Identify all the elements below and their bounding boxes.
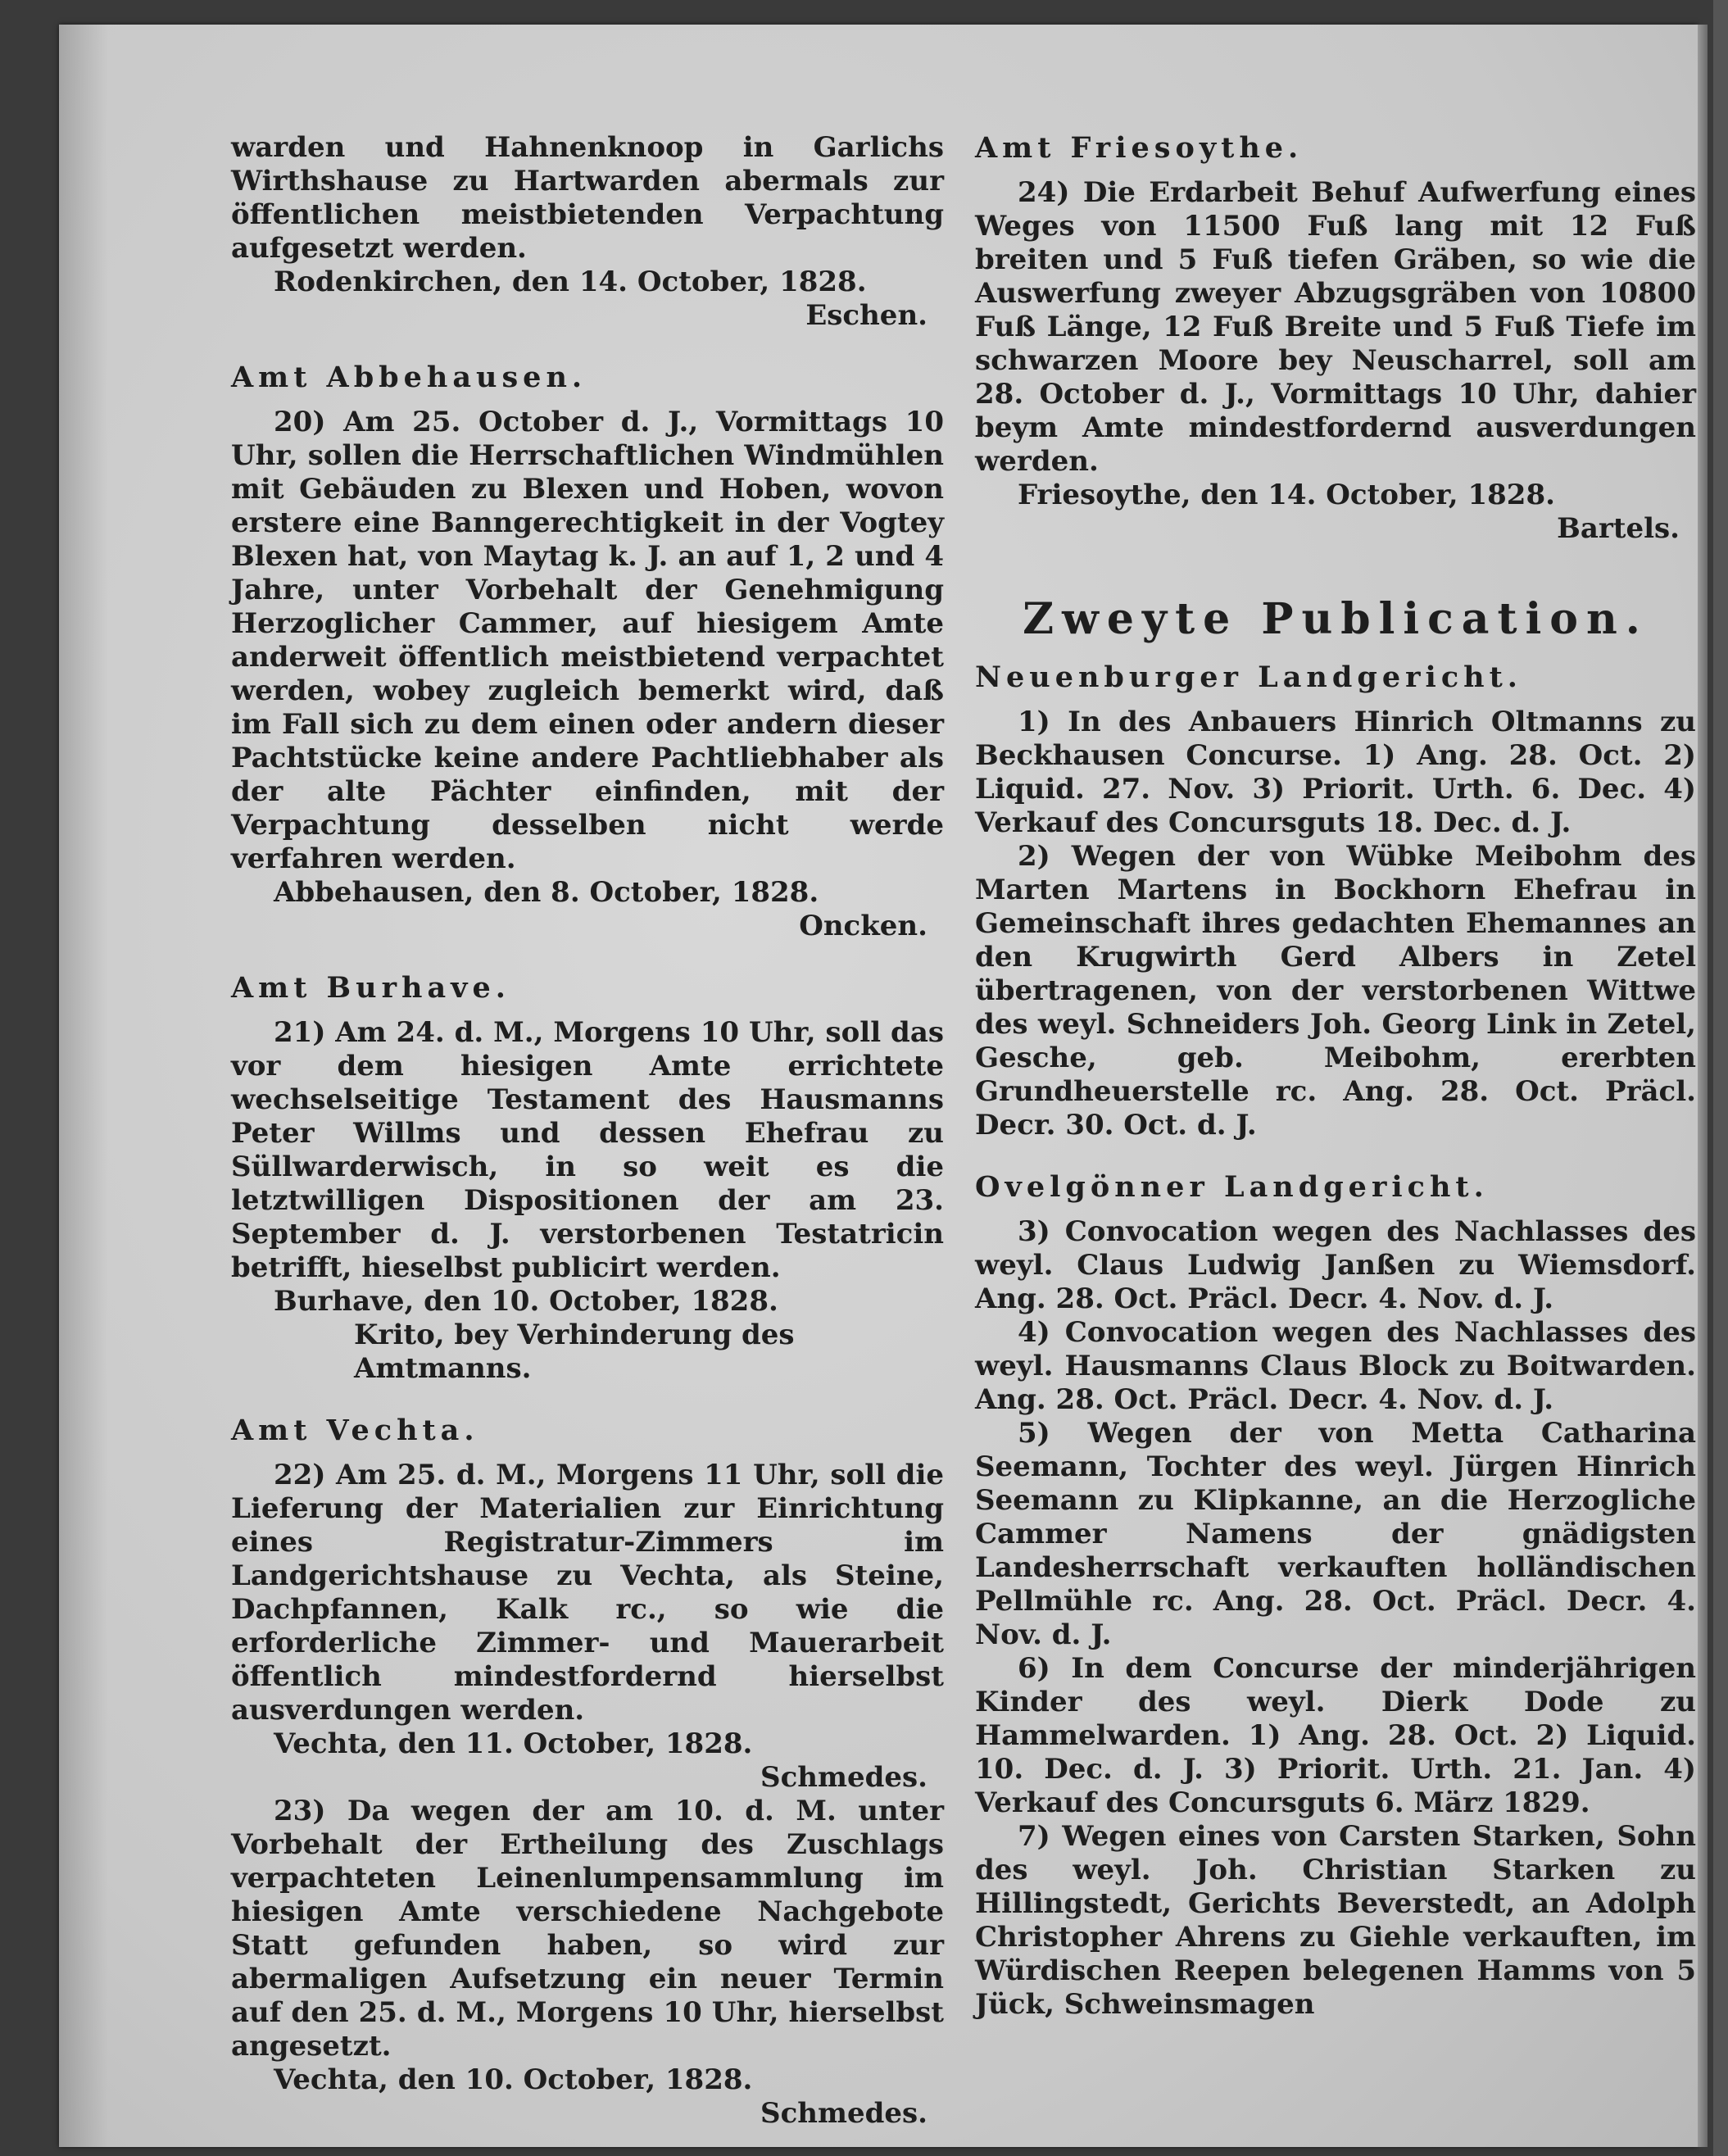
scanner-border — [1713, 0, 1728, 2156]
notice-20: 20) Am 25. October d. J., Vormittags 10 Uhr, sollen die Herrschaftlichen Windmühlen mit Gebäuden zu Blexen und Hoben, wovon erstere eine Banngerechtigkeit in der Vogtey Blexen hat, von Maytag k. J. an auf 1, 2 und 4 Jahre, unter Vorbehalt der Genehmigung Herzoglicher Cammer, auf hiesigem Amte anderweit öffentlich meistbietend verpachtet werden, wobey zugleich bemerkt wird, daß im Fall sich zu dem einen oder andern dieser Pachtstücke keine andere Pachtliebhaber als der alte Pächter einfinden, mit der Verpachtung desselben nicht werde verfahren werden. — [231, 406, 944, 875]
signature: Oncken. — [799, 910, 927, 942]
notice-21: 21) Am 24. d. M., Morgens 10 Uhr, soll das vor dem hiesigen Amte errichtete wechselseitige Testament des Hausmanns Peter Willms und dessen Ehefrau zu Süllwarderwisch, in so weit es die letztwilligen Dispositionen der am 23. September d. J. verstorbenen Testatricin betrifft, hieselbst publicirt werden. — [231, 1016, 944, 1284]
court-item-4: 4) Convocation wegen des Nachlasses des weyl. Hausmanns Claus Block zu Boitwarden. Ang. 28. Oct. Präcl. Decr. 4. Nov. d. J. — [975, 1316, 1696, 1416]
gutter-shadow — [59, 25, 108, 2147]
signature: Krito, bey Verhinderung des Amtmanns. — [354, 1319, 795, 1385]
left-column — [231, 131, 944, 2131]
court-item-5: 5) Wegen der von Metta Catharina Seemann, Tochter des weyl. Jürgen Hinrich Seemann zu Klipkanne, an die Herzogliche Cammer Namens der gnädigsten Landesherrschaft verkauften holländischen Pellmühle rc. Ang. 28. Oct. Präcl. Decr. 4. Nov. d. J. — [975, 1417, 1696, 1651]
notice-22: 22) Am 25. d. M., Morgens 11 Uhr, soll die Lieferung der Materialien zur Einrichtung eines Registratur-Zimmers im Landgerichtshause zu Vechta, als Steine, Dachpfannen, Kalk rc., so wie die erforderliche Zimmer- und Mauerarbeit öffentlich mindestfordernd hierselbst ausverdungen werden. — [231, 1459, 944, 1727]
notice-24: 24) Die Erdarbeit Behuf Aufwerfung eines Weges von 11500 Fuß lang mit 12 Fuß breiten und 5 Fuß tiefen Gräben, so wie die Auswerfung zweyer Abzugsgräben von 10800 Fuß Länge, 12 Fuß Breite und 5 Fuß Tiefe im schwarzen Moore bey Neuscharrel, soll am 28. October d. J., Vormittags 10 Uhr, dahier beym Amte mindestfordernd ausverdungen werden. — [975, 176, 1696, 478]
signature: Schmedes. — [760, 1761, 927, 1794]
dateline: Burhave, den 10. October, 1828. — [274, 1285, 778, 1318]
dateline: Rodenkirchen, den 14. October, 1828. — [274, 266, 867, 298]
notice-23: 23) Da wegen der am 10. d. M. unter Vorbehalt der Ertheilung des Zuschlags verpachteten Leinenlumpensammlung im hiesigen Amte verschiedene Nachgebote Statt gefunden haben, so wird zur abermaligen Aufsetzung ein neuer Termin auf den 25. d. M., Morgens 10 Uhr, hierselbst angesetzt. — [231, 1795, 944, 2063]
court-item-1: 1) In des Anbauers Hinrich Oltmanns zu Beckhausen Concurse. 1) Ang. 28. Oct. 2) Liquid. 27. Nov. 3) Priorit. Urth. 6. Dec. 4) Verkauf des Concursguts 18. Dec. d. J. — [975, 706, 1696, 839]
court-item-2: 2) Wegen der von Wübke Meibohm des Marten Martens in Bockhorn Ehefrau in Gemeinschaft ihres gedachten Ehemannes an den Krugwirth Gerd Albers in Zetel übertragenen, von der verstorbenen Wittwe des weyl. Schneiders Joh. Georg Link in Zetel, Gesche, geb. Meibohm, ererbten Grundheuerstelle rc. Ang. 28. Oct. Präcl. Decr. 30. Oct. d. J. — [975, 840, 1696, 1142]
signature: Schmedes. — [760, 2097, 927, 2130]
right-column — [975, 131, 1696, 2022]
publication-heading: Zweyte Publication. — [1023, 594, 1649, 644]
section-heading-neuenburg: Neuenburger Landgericht. — [975, 660, 1522, 694]
section-heading-burhave: Amt Burhave. — [231, 971, 510, 1005]
signature: Eschen. — [805, 299, 927, 332]
dateline: Vechta, den 10. October, 1828. — [274, 2063, 753, 2096]
page-edge — [1698, 25, 1708, 2147]
court-item-3: 3) Convocation wegen des Nachlasses des weyl. Claus Ludwig Janßen zu Wiemsdorf. Ang. 28. Oct. Präcl. Decr. 4. Nov. d. J. — [975, 1215, 1696, 1315]
section-heading-vechta: Amt Vechta. — [231, 1414, 479, 1447]
court-item-6: 6) In dem Concurse der minderjährigen Kinder des weyl. Dierk Dode zu Hammelwarden. 1) Ang. 28. Oct. 2) Liquid. 10. Dec. d. J. 3) Priorit. Urth. 21. Jan. 4) Verkauf des Concursguts 6. März 1829. — [975, 1652, 1696, 1819]
section-heading-ovelgoenne: Ovelgönner Landgericht. — [975, 1170, 1489, 1204]
dateline: Abbehausen, den 8. October, 1828. — [274, 876, 819, 909]
signature: Bartels. — [1557, 512, 1680, 545]
section-heading-abbehausen: Amt Abbehausen. — [231, 361, 587, 394]
dateline: Vechta, den 11. October, 1828. — [274, 1727, 753, 1760]
court-item-7: 7) Wegen eines von Carsten Starken, Sohn des weyl. Joh. Christian Starken zu Hillingstedt, Gerichts Beverstedt, an Adolph Christopher Ahrens zu Giehle verkauften, im Würdischen Reepen belegenen Hamms von 5 Jück, Schweinsmagen — [975, 1820, 1696, 2021]
continuation-text: warden und Hahnenknoop in Garlichs Wirthshause zu Hartwarden abermals zur öffentlichen meistbietenden Verpachtung aufgesetzt werden. — [231, 131, 944, 265]
dateline: Friesoythe, den 14. October, 1828. — [1018, 479, 1555, 511]
section-heading-friesoythe: Amt Friesoythe. — [975, 131, 1304, 165]
